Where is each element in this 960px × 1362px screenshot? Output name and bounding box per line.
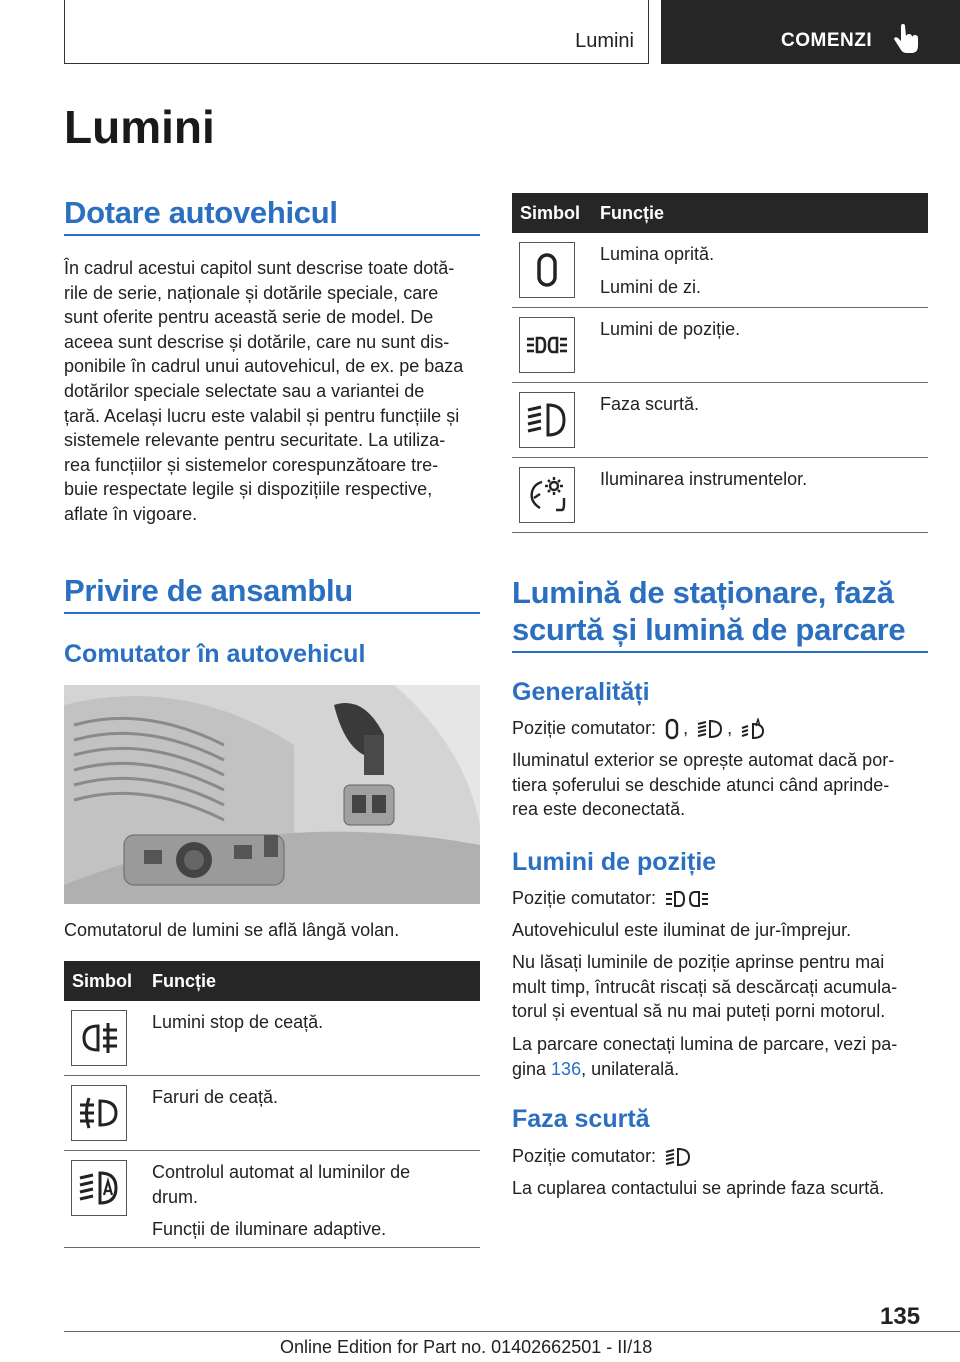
heading-lumina-stationare — [512, 574, 932, 648]
page-number: 135 — [880, 1303, 921, 1330]
text-line: Lumini de zi. — [600, 276, 702, 297]
footer-rule — [64, 1331, 960, 1332]
header-tab-comenzi[interactable] — [661, 0, 960, 64]
heading-comutator: Comutator în autovehicul — [64, 640, 366, 668]
heading-faza-scurta: Faza scurtă — [512, 1105, 650, 1133]
hand-pointer-icon — [893, 24, 921, 54]
col-header-symbol: Simbol — [72, 971, 133, 991]
text-line: dotărilor speciale selectate sau a variantei de — [64, 380, 425, 401]
table-cell: Lumini de poziție. — [600, 319, 741, 339]
light-switch-photo — [64, 685, 480, 904]
front-fog-light-icon — [71, 1085, 127, 1141]
table-cell: Iluminarea instrumentelor. — [600, 469, 808, 489]
low-beam-icon — [665, 1146, 691, 1168]
low-beam-icon — [519, 392, 575, 448]
text-line: mult timp, întrucât riscați să descărcați acumula- — [512, 976, 898, 997]
poz-text1: Autovehiculul este iluminat de jur-împrejur. — [512, 920, 852, 940]
rear-fog-light-icon — [71, 1010, 127, 1066]
instrument-lighting-icon — [519, 467, 575, 523]
table-row — [512, 383, 928, 458]
heading-rule — [64, 234, 480, 236]
text-line — [512, 1057, 932, 1082]
text-line: drum. — [152, 1186, 199, 1207]
parking-light-icon — [665, 888, 709, 910]
heading-rule — [64, 612, 480, 614]
low-beam-icon — [697, 718, 723, 740]
text-fragment: , unilaterală. — [581, 1058, 680, 1079]
table-row — [512, 233, 928, 308]
text-line: rea funcțiilor și sistemelor corespunzătoare tre- — [64, 454, 439, 475]
photo-caption: Comutatorul de lumini se află lângă volan. — [64, 920, 400, 940]
table-row — [512, 458, 928, 533]
table-cell: Faza scurtă. — [600, 394, 700, 414]
text-line: buie respectate legile și dispozițiile respective, — [64, 479, 433, 500]
heading-line: Lumină de staționare, fază — [512, 575, 894, 610]
heading-rule — [512, 651, 928, 653]
text-line: rile de serie, naționale și dotările speciale, care — [64, 282, 439, 303]
col-header-function: Funcție — [152, 971, 217, 991]
text-line: Iluminatul exterior se oprește automat dacă por- — [512, 750, 895, 770]
dotare-paragraph — [64, 256, 484, 527]
poz-paragraph — [512, 950, 932, 1024]
text-line: sunt oferite pentru această serie de model. De — [64, 307, 434, 328]
text-line: La parcare conectați lumina de parcare, vezi pa- — [512, 1034, 898, 1054]
lights-off-icon — [665, 718, 679, 740]
gen-paragraph — [512, 748, 932, 822]
table-row — [64, 1076, 480, 1151]
text-line: țară. Același lucru este valabil și pentru funcțiile și — [64, 405, 460, 426]
heading-lumini-pozitie: Lumini de poziție — [512, 848, 717, 876]
poz-switch-position — [512, 886, 713, 911]
chapter-title: Lumini — [64, 101, 215, 153]
col-header-function: Funcție — [600, 203, 665, 223]
table-cell — [152, 1160, 410, 1242]
parking-light-icon — [519, 317, 575, 373]
table-row — [64, 1151, 480, 1248]
text-line: Funcții de iluminare adaptive. — [152, 1219, 387, 1240]
symbol-table-right — [512, 193, 928, 533]
header-tab-label: COMENZI — [781, 30, 873, 51]
header-section-box — [64, 0, 649, 64]
auto-headlight-icon — [741, 718, 767, 740]
text-line: aceea sunt descrise și dotările, care nu sunt dis- — [64, 331, 450, 352]
lights-off-icon — [519, 242, 575, 298]
heading-dotare: Dotare autovehicul — [64, 195, 338, 230]
heading-privire: Privire de ansamblu — [64, 573, 353, 608]
header-section-label: Lumini — [575, 30, 634, 52]
label-text: Poziție comutator: — [512, 888, 657, 908]
table-cell — [600, 242, 714, 299]
table-header — [512, 193, 928, 233]
faza-text: La cuplarea contactului se aprinde faza scurtă. — [512, 1178, 885, 1198]
text-line: Controlul automat al luminilor de — [152, 1162, 411, 1182]
text-line: torul și eventual să nu mai puteți porni motorul. — [512, 1001, 886, 1022]
poz-parking-paragraph — [512, 1032, 932, 1081]
faza-switch-position — [512, 1144, 695, 1169]
table-cell: Lumini stop de ceață. — [152, 1012, 324, 1032]
footer-edition: Online Edition for Part no. 01402662501 - II/18 — [280, 1337, 653, 1357]
table-row — [512, 308, 928, 383]
text-line: aflate în vigoare. — [64, 503, 198, 524]
label-text: Poziție comutator: — [512, 1146, 657, 1166]
col-header-symbol: Simbol — [520, 203, 581, 223]
symbol-table-left — [64, 961, 480, 1248]
label-text: Poziție comutator: — [512, 718, 657, 738]
auto-headlight-icon — [71, 1160, 127, 1216]
heading-generalitati: Generalități — [512, 678, 650, 706]
table-row — [64, 1001, 480, 1076]
text-line: rea este deconectată. — [512, 799, 686, 820]
text-line: sistemele relevante pentru securitate. La utiliza- — [64, 430, 446, 451]
table-header — [64, 961, 480, 1001]
gen-switch-position: Poziție comutator: , , — [512, 716, 771, 741]
heading-line: scurtă și lumină de parcare — [512, 612, 906, 647]
text-line: ponibile în cadrul unui autovehicul, de ex. pe baza — [64, 356, 464, 377]
table-cell: Faruri de ceață. — [152, 1087, 279, 1107]
text-line: tiera șoferului se deschide atunci când aprinde- — [512, 774, 890, 795]
page-link[interactable]: 136 — [551, 1058, 582, 1079]
text-fragment: gina — [512, 1058, 547, 1079]
text-line: Nu lăsați luminile de poziție aprinse pentru mai — [512, 952, 885, 972]
text-line: În cadrul acestui capitol sunt descrise toate dotă- — [64, 258, 455, 278]
text-line: Lumina oprită. — [600, 244, 715, 264]
